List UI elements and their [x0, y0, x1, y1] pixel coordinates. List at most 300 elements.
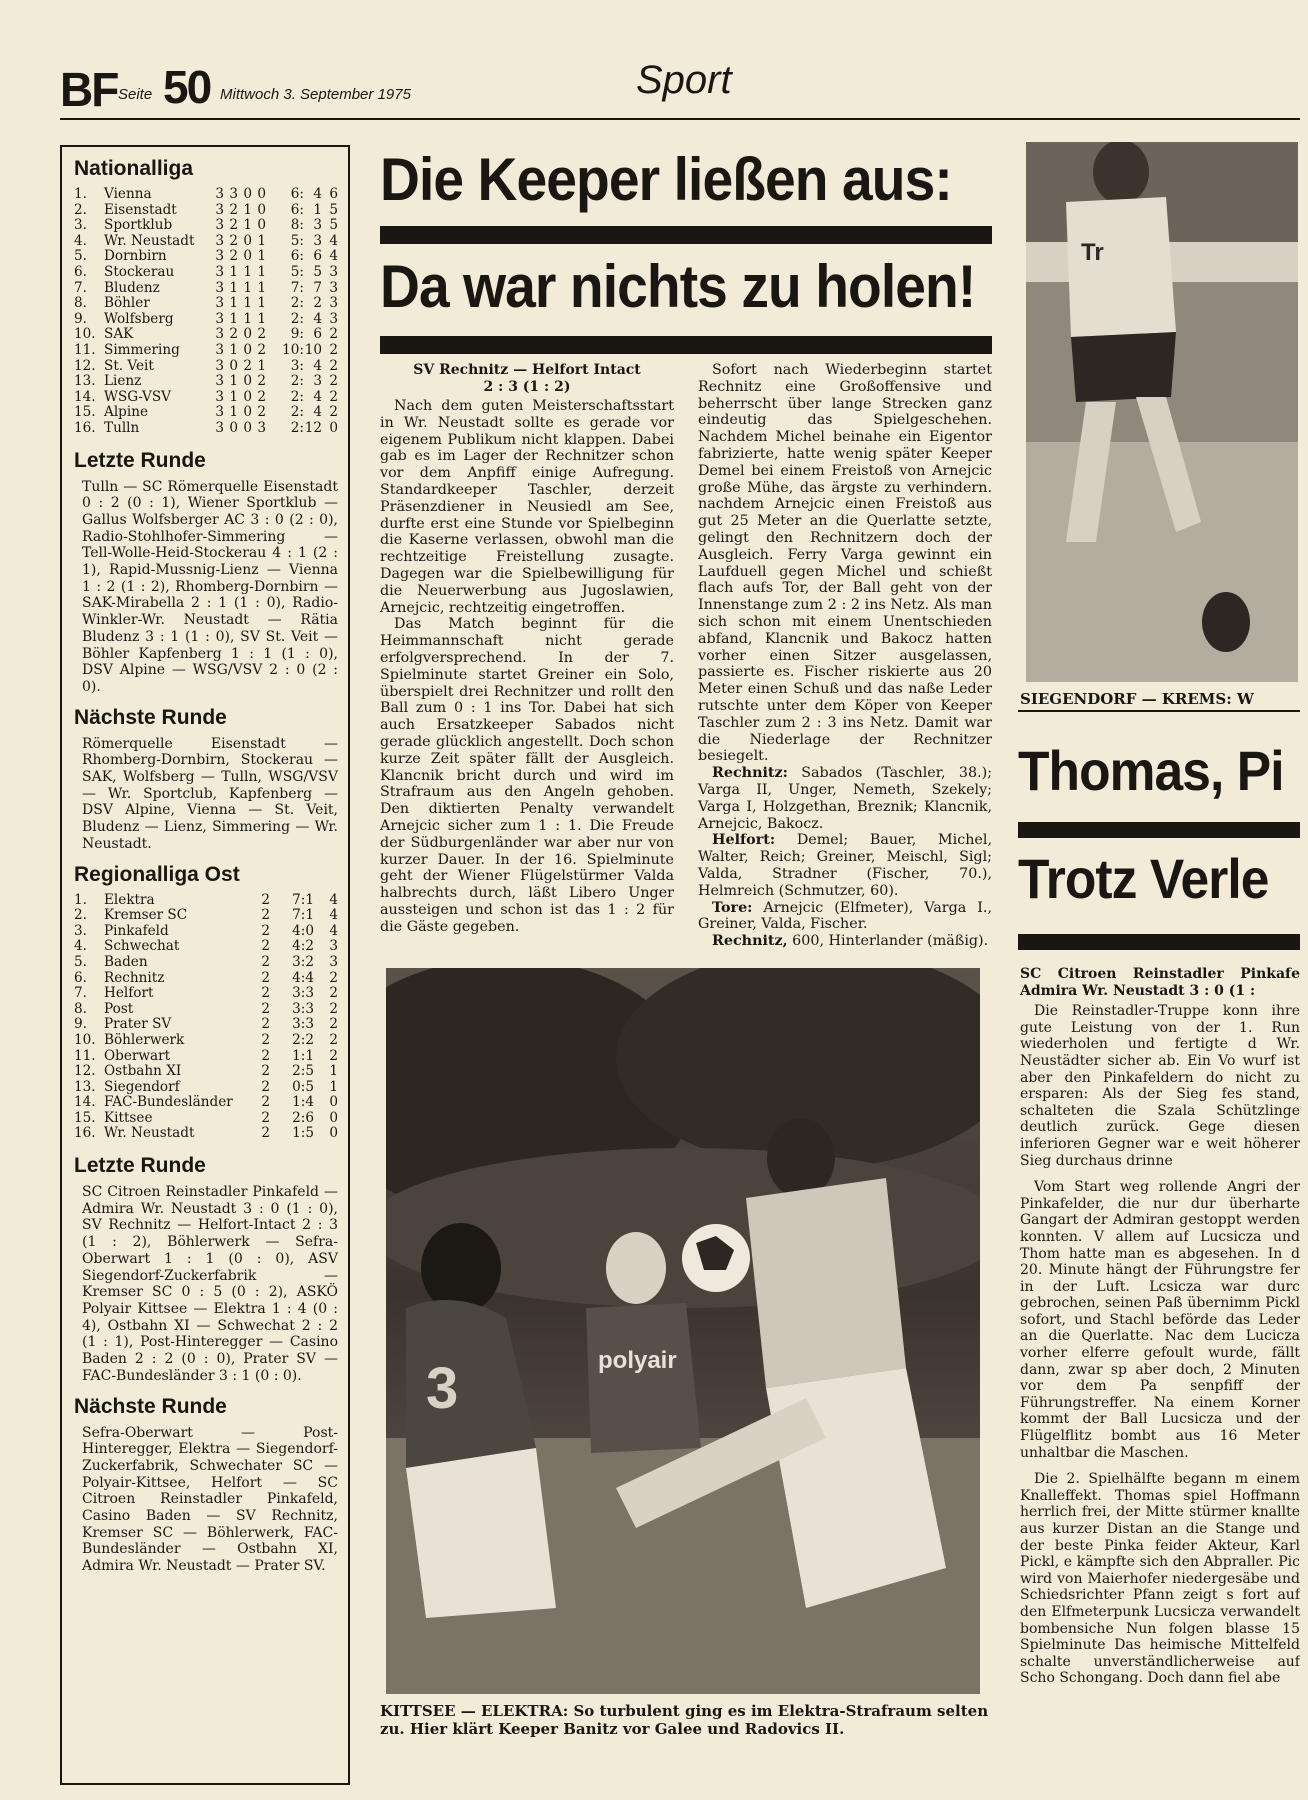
standings-cell: 2	[261, 891, 270, 908]
standings-cell: 2	[261, 969, 270, 986]
standings-cell: 2	[229, 326, 238, 343]
lineup-text: 600, Hinterlander (mäßig).	[792, 933, 989, 950]
standings-cell: St. Veit	[104, 357, 154, 374]
standings-cell: 8:	[290, 217, 304, 234]
standings-cell: 10:	[282, 341, 304, 358]
standings-cell: 1	[229, 341, 238, 358]
naechste-runde-fixtures-2: Sefra-Oberwart — Post-Hinteregger, Elektra — Siegendorf-Zuckerfabrik, Schwechater SC — Polyair-Kittsee, Helfort — SC Citroen Reinstadler Pinkafeld, Casino Baden — SV Rechnitz, Kremser SC — Böhlerwerk, FAC-Bundesländer — Ostbahn XI, Admira Wr. Neustadt — Prater SV.	[82, 1424, 338, 1575]
standings-cell: 1:4	[292, 1094, 314, 1111]
standings-cell: 0	[229, 419, 238, 436]
letzte-runde-results-2: SC Citroen Reinstadler Pinkafeld — Admira Wr. Neustadt 3 : 0 (1 : 0), SV Rechnitz — Helfort-Intact 2 : 3 (1 : 2), Böhlerwerk — Sefra-Oberwart 1 : 1 (0 : 0), ASV Siegendorf-Zuckerfabrik — Kremser SC 0 : 5 (0 : 2), ASKÖ Polyair Kittsee — Elektra 1 : 4 (0 : 4), Ostbahn XI — Schwechat 2 : 2 (1 : 1), Post-Hinteregger — Casino Baden 2 : 2 (0 : 0), Prater SV — FAC-Bundesländer 3 : 1 (0 : 0).	[82, 1184, 338, 1384]
standings-cell: Prater SV	[104, 1016, 172, 1033]
standings-cell: 4	[329, 248, 338, 265]
standings-cell: 10.	[74, 1031, 96, 1048]
standings-cell: Elektra	[104, 891, 155, 908]
standings-cell: 0	[329, 1094, 338, 1111]
standings-cell: 1	[229, 404, 238, 421]
standings-cell: 2	[329, 341, 338, 358]
standings-cell: 1	[257, 263, 266, 280]
standings-cell: 2	[329, 326, 338, 343]
standings-cell: 2	[261, 1000, 270, 1017]
lineup-label: Rechnitz:	[712, 765, 788, 782]
jersey-sponsor: polyair	[598, 1347, 677, 1374]
standings-cell: 1	[257, 232, 266, 249]
standings-cell: 3.	[74, 217, 87, 234]
section-title: Sport	[636, 58, 732, 102]
standings-cell: 0	[243, 388, 252, 405]
standings-cell: 3	[329, 295, 338, 312]
standings-cell: 3	[329, 279, 338, 296]
standings-row	[74, 187, 338, 203]
standings-cell: 2	[313, 295, 322, 312]
standings-cell: 2.	[74, 907, 87, 924]
standings-cell: Rechnitz	[104, 969, 165, 986]
standings-cell: 2	[261, 938, 270, 955]
standings-cell: 6.	[74, 969, 87, 986]
standings-cell: 2	[329, 357, 338, 374]
right-headline-1: Thomas, Pi	[1018, 739, 1284, 802]
standings-cell: 2	[261, 1047, 270, 1064]
standings-cell: 2:5	[292, 1063, 314, 1080]
standings-cell: 2	[261, 1063, 270, 1080]
standings-cell: 11.	[74, 341, 96, 358]
standings-cell: 1	[257, 295, 266, 312]
standings-cell: 4	[313, 357, 322, 374]
standings-cell: 4	[329, 907, 338, 924]
standings-cell: 1	[329, 1078, 338, 1095]
naechste-runde-heading-2: Nächste Runde	[74, 1394, 227, 1418]
standings-cell: Kremser SC	[104, 907, 188, 924]
standings-row	[74, 1033, 338, 1049]
standings-cell: 3	[329, 263, 338, 280]
standings-cell: 1	[229, 310, 238, 327]
standings-row	[74, 374, 338, 390]
standings-cell: 2	[229, 232, 238, 249]
standings-cell: 1	[257, 357, 266, 374]
standings-cell: 2	[257, 404, 266, 421]
standings-cell: 13.	[74, 373, 96, 390]
standings-row	[74, 955, 338, 971]
standings-row	[74, 234, 338, 250]
right-headline-bar-2	[1018, 934, 1300, 950]
lineup-attendance	[698, 933, 992, 950]
standings-cell: 1	[229, 295, 238, 312]
standings-cell: 0	[243, 326, 252, 343]
standings-cell: 5.	[74, 953, 87, 970]
standings-cell: Helfort	[104, 985, 154, 1002]
standings-cell: 5	[313, 263, 322, 280]
right-paragraph: Die 2. Spielhälfte begann m einem Knalleffekt. Thomas spiel Hoffmann herrlich frei, der Mitte stürmer knallte aus kurzer Distan an die Stange und der beste Pinka feider Akteur, Karl Pickl, e kämpfte sich den Abpraller. Pic wird von Maierhofer niedergesäbe und Schiedsrichter Pfann zeigt s fort auf den Elfmeterpunk Lucsicza verwandelt bombensiche Nun folgen blasse 15 Spielminute Das heimische Mittelfeld schalte unverständlicherweise auf Scho Schongang. Doch dann fiel abe	[1020, 1471, 1300, 1687]
lineup-label: Rechnitz,	[712, 933, 788, 950]
standings-cell: 1.	[74, 186, 87, 202]
standings-cell: 16.	[74, 1125, 96, 1142]
standings-cell: 0	[243, 404, 252, 421]
right-paragraph: Vom Start weg rollende Angri der Pinkafelder, die nur dur überharte Gangart der Admiran gestoppt werden konnten. V allem auf Lucsicza und Thom hatte man es abgesehen. In d 20. Minute hängt der Führungstre fer in der Luft. Lcsicza war durc gebrochen, seinen Paß übernimm Pickl sofort, und Stachl beförde das Leder an die Querlatte. Nac dem Lucicza vorher elferre gefoult wurde, fällt dann, zwar sp aber doch, 2 Minuten vor dem Pa senpfiff der Führungstreffer. Na einem Korner kommt der Ball Lucsicza und der Flügelflitz bombt aus 16 Meter unhaltbar die Maschen.	[1020, 1179, 1300, 1461]
standings-cell: 3	[215, 326, 224, 343]
standings-cell: 1	[229, 263, 238, 280]
standings-row	[74, 1111, 338, 1127]
standings-cell: 1:5	[292, 1125, 314, 1142]
article-column-2	[698, 362, 992, 950]
standings-cell: 2	[257, 373, 266, 390]
match-photo	[386, 968, 980, 1694]
standings-cell: 0	[257, 217, 266, 234]
standings-cell: 4	[313, 310, 322, 327]
lineup-label: Helfort:	[712, 832, 776, 849]
standings-cell: 7.	[74, 985, 87, 1002]
standings-cell: 1	[243, 263, 252, 280]
standings-cell: Baden	[104, 953, 148, 970]
standings-cell: 13.	[74, 1078, 96, 1095]
newspaper-logo: BF	[60, 61, 118, 117]
standings-cell: 1	[243, 201, 252, 218]
standings-cell: 4	[313, 388, 322, 405]
standings-row	[74, 1017, 338, 1033]
standings-cell: 1.	[74, 891, 87, 908]
standings-cell: 2	[329, 1000, 338, 1017]
standings-cell: 5	[329, 217, 338, 234]
lineup-label: Tore:	[712, 899, 753, 916]
article-paragraph: Das Match beginnt für die Heimmannschaft nicht gerade erfolgversprechend. In der 7. Spielminute startet Greiner ein Solo, überspielt drei Rechnitzer und rollt den Ball zum 0 : 1 ins Tor. Dabei hat sich auch Ersatzkeeper Sabados nicht gerade glücklich angestellt. Doch schon kurze Zeit später fällt der Ausgleich. Klancnik bricht durch und wird im Strafraum aus den Angeln gehoben. Den diktierten Penalty verwandelt Arnejcic sicher zum 1 : 1. Die Freude der Südburgenländer war aber nur von kurzer Dauer. In der 16. Spielminute geht der Wiener Flügelstürmer Valda halbrechts durch, läßt Libero Unger aussteigen und schon ist das 1 : 2 für die Gäste gegeben.	[380, 616, 674, 935]
standings-cell: 2.	[74, 201, 87, 218]
standings-cell: 1	[329, 1063, 338, 1080]
standings-cell: 2	[329, 404, 338, 421]
standings-cell: FAC-Bundesländer	[104, 1094, 233, 1111]
standings-cell: 0	[243, 419, 252, 436]
standings-cell: 4:2	[292, 938, 314, 955]
standings-cell: 3	[215, 232, 224, 249]
standings-cell: Oberwart	[104, 1047, 171, 1064]
lineup-tore	[698, 900, 992, 934]
right-photo	[1026, 142, 1298, 682]
standings-row	[74, 971, 338, 987]
standings-cell: 2	[261, 1078, 270, 1095]
league-sidebar	[60, 145, 350, 1785]
standings-cell: 2:	[290, 373, 304, 390]
standings-cell: 2	[261, 953, 270, 970]
standings-row	[74, 405, 338, 421]
standings-cell: 2:	[290, 419, 304, 436]
standings-cell: WSG-VSV	[104, 388, 171, 405]
standings-cell: 0	[229, 357, 238, 374]
standings-cell: 2	[261, 907, 270, 924]
standings-cell: Schwechat	[104, 938, 180, 955]
standings-cell: 3	[313, 217, 322, 234]
standings-cell: 3	[215, 279, 224, 296]
standings-cell: Ostbahn XI	[104, 1063, 182, 1080]
main-headline-1: Die Keeper ließen aus:	[380, 146, 952, 213]
lineup-text: Demel; Bauer, Michel, Walter, Reich; Greiner, Meischl, Sigl; Valda, Stradner (Fischer, 70.), Helmreich (Schmutzer, 60).	[698, 832, 992, 899]
letzte-runde-heading-2: Letzte Runde	[74, 1154, 206, 1178]
standings-cell: 2	[329, 985, 338, 1002]
standings-cell: 8.	[74, 1000, 87, 1017]
standings-cell: 8.	[74, 295, 87, 312]
standings-cell: Pinkafeld	[104, 922, 169, 939]
photo-caption: KITTSEE — ELEKTRA: So turbulent ging es im Elektra-Strafraum selten zu. Hier klärt Keeper Banitz vor Galee und Radovics II.	[380, 1702, 989, 1738]
standings-cell: 6	[313, 326, 322, 343]
standings-row	[74, 296, 338, 312]
standings-cell: 6:	[290, 201, 304, 218]
standings-row	[74, 281, 338, 297]
standings-cell: 3	[215, 248, 224, 265]
standings-cell: 2:	[290, 404, 304, 421]
standings-cell: 1:1	[292, 1047, 314, 1064]
standings-cell: 9.	[74, 310, 87, 327]
right-headline-2: Trotz Verle	[1018, 847, 1269, 910]
standings-cell: 0:5	[292, 1078, 314, 1095]
standings-cell: 1	[313, 201, 322, 218]
standings-cell: 3	[329, 310, 338, 327]
headline-bar-1	[380, 226, 992, 244]
standings-cell: 4.	[74, 232, 87, 249]
standings-cell: 2	[261, 1016, 270, 1033]
standings-cell: 1	[229, 388, 238, 405]
standings-cell: 2	[257, 326, 266, 343]
standings-cell: 2	[261, 922, 270, 939]
standings-row	[74, 1095, 338, 1111]
standings-cell: 2	[229, 217, 238, 234]
letzte-runde-heading-1: Letzte Runde	[74, 448, 206, 472]
standings-row	[74, 312, 338, 328]
standings-cell: 5.	[74, 248, 87, 265]
standings-cell: 1	[243, 279, 252, 296]
standings-cell: 3	[313, 232, 322, 249]
standings-cell: 1	[257, 279, 266, 296]
right-headline-bar-1	[1018, 822, 1300, 838]
standings-cell: 9.	[74, 1016, 87, 1033]
standings-cell: 3:3	[292, 1016, 314, 1033]
standings-cell: 3	[215, 201, 224, 218]
lineup-text: Sabados (Taschler, 38.); Varga II, Unger, Nemeth, Szekely; Varga I, Holzgethan, Breznik; Klancnik, Arnejcic, Bakocz.	[698, 765, 993, 832]
standings-cell: 7:1	[292, 907, 314, 924]
standings-cell: 0	[257, 186, 266, 202]
standings-cell: 3	[257, 419, 266, 436]
match-title: SV Rechnitz — Helfort Intact	[413, 362, 641, 378]
standings-cell: 3	[215, 186, 224, 202]
standings-row	[74, 327, 338, 343]
standings-row	[74, 924, 338, 940]
standings-row	[74, 218, 338, 234]
standings-cell: 0	[329, 419, 338, 436]
standings-cell: 3	[215, 295, 224, 312]
standings-cell: 4	[329, 922, 338, 939]
standings-row	[74, 265, 338, 281]
right-rule	[1018, 710, 1300, 712]
masthead-rule	[60, 118, 1300, 120]
regionalliga-heading: Regionalliga Ost	[74, 862, 240, 886]
lineup-helfort	[698, 832, 992, 899]
standings-cell: SAK	[104, 326, 134, 343]
standings-cell: Tulln	[104, 419, 140, 436]
standings-cell: 3	[215, 310, 224, 327]
standings-cell: 0	[243, 373, 252, 390]
standings-cell: 3	[229, 186, 238, 202]
standings-row	[74, 893, 338, 909]
shirt-lettering: Tr	[1081, 239, 1104, 266]
standings-cell: 1	[243, 217, 252, 234]
standings-cell: 0	[243, 248, 252, 265]
standings-cell: 2	[261, 1094, 270, 1111]
standings-cell: 0	[329, 1125, 338, 1142]
article-paragraph: Sofort nach Wiederbeginn startet Rechnitz eine Großoffensive und beherrscht über lange Strecken ganz eindeutig das Spielgeschehen. Nachdem Michel beinahe ein Eigentor fabrizierte, hatte wenig später Keeper Demel bei einem Freistoß von Arnejcic große Mühe, das ärgste zu verhindern. nachdem Arnejcic einen Freistoß aus gut 25 Meter an die Querlatte setzte, gelingt den Rechnitzern doch der Ausgleich. Ferry Varga gewinnt ein Laufduell gegen Michel und schießt flach aufs Tor, der Ball geht von der Innenstange zum 2 : 2 ins Netz. Als man sich schon mit einem Unentschieden abfand, Klancnik und Bakocz hatten vorher einen Sitzer ausgelassen, passierte es. Fischer riskierte aus 20 Meter einen Schuß und das naße Leder rutschte unter dem Köper von Keeper Taschler zum 2 : 3 ins Netz. Damit war die Niederlage der Rechnitzer besiegelt.	[698, 362, 992, 765]
standings-row	[74, 359, 338, 375]
standings-cell: 2	[257, 341, 266, 358]
standings-row	[74, 249, 338, 265]
jersey-number: 3	[426, 1356, 459, 1421]
standings-cell: 10	[304, 341, 322, 358]
standings-cell: 3	[215, 373, 224, 390]
standings-cell: 2	[329, 388, 338, 405]
standings-cell: 3	[215, 388, 224, 405]
standings-cell: 2:	[290, 388, 304, 405]
standings-cell: Böhlerwerk	[104, 1031, 185, 1048]
regionalliga-table	[74, 893, 338, 1143]
lineup-text: Arnejcic (Elfmeter), Varga I., Greiner, Valda, Fischer.	[698, 899, 992, 933]
standings-cell: 2	[329, 1016, 338, 1033]
standings-row	[74, 939, 338, 955]
standings-cell: 12.	[74, 1063, 96, 1080]
right-subtitle: SC Citroen Reinstadler Pinkafe Admira Wr. Neustadt 3 : 0 (1 :	[1020, 966, 1300, 999]
standings-cell: 2	[329, 969, 338, 986]
standings-cell: 3:	[290, 357, 304, 374]
nationalliga-heading: Nationalliga	[74, 157, 194, 180]
standings-cell: 1	[243, 310, 252, 327]
standings-cell: 2	[329, 373, 338, 390]
nationalliga-table	[74, 187, 338, 437]
page-number: 50	[163, 61, 211, 113]
standings-cell: 5:	[290, 263, 304, 280]
standings-cell: 2	[229, 248, 238, 265]
standings-cell: 2:2	[292, 1031, 314, 1048]
standings-cell: 14.	[74, 388, 96, 405]
standings-cell: 12.	[74, 357, 96, 374]
standings-cell: Post	[104, 1000, 134, 1017]
standings-cell: 4.	[74, 938, 87, 955]
standings-cell: 0	[243, 232, 252, 249]
match-score: 2 : 3 (1 : 2)	[483, 379, 571, 395]
standings-row	[74, 908, 338, 924]
issue-date: Mittwoch 3. September 1975	[220, 86, 411, 103]
page-label: Seite	[118, 86, 153, 103]
standings-cell: 10.	[74, 326, 96, 343]
standings-cell: 3	[215, 341, 224, 358]
standings-row	[74, 1064, 338, 1080]
standings-cell: 1	[243, 295, 252, 312]
standings-cell: 2:	[290, 310, 304, 327]
standings-cell: 3	[329, 953, 338, 970]
standings-cell: Eisenstadt	[104, 201, 177, 218]
standings-row	[74, 1049, 338, 1065]
standings-cell: 2	[261, 985, 270, 1002]
naechste-runde-fixtures-1: Römerquelle Eisenstadt — Rhomberg-Dornbirn, Stockerau — SAK, Wolfsberg — Tulln, WSG/VSV — Wr. Sportclub, Kapfenberg — DSV Alpine, Vienna — St. Veit, Bludenz — Lienz, Simmering — Wr. Neustadt.	[82, 735, 338, 852]
standings-cell: 6	[329, 186, 338, 202]
standings-cell: 15.	[74, 1109, 96, 1126]
standings-cell: Siegendorf	[104, 1078, 180, 1095]
standings-cell: 3	[215, 217, 224, 234]
standings-cell: 3:3	[292, 985, 314, 1002]
standings-cell: Lienz	[104, 373, 142, 390]
right-paragraph: Die Reinstadler-Truppe konn ihre gute Leistung von der 1. Run wiederholen und fertigte d Wr. Neustädter sicher ab. Ein Vo wurf ist aber den Pinkafeldern do nicht zu ersparen: Als der Sieg fes stand, schalteten die Szala Schützlinge deutlich zurück. Gege diesen inferioren Gegner war e weit höherer Sieg durchaus drinne	[1020, 1003, 1300, 1169]
standings-row	[74, 1002, 338, 1018]
standings-cell: 11.	[74, 1047, 96, 1064]
standings-row	[74, 421, 338, 437]
standings-cell: 6:	[290, 248, 304, 265]
standings-cell: 3:2	[292, 953, 314, 970]
standings-cell: 2	[261, 1031, 270, 1048]
standings-cell: 2:	[290, 295, 304, 312]
standings-cell: 7.	[74, 279, 87, 296]
standings-cell: 7:	[290, 279, 304, 296]
standings-cell: 2	[261, 1109, 270, 1126]
standings-cell: Alpine	[104, 404, 149, 421]
standings-cell: 2	[261, 1125, 270, 1142]
standings-cell: Sportklub	[104, 217, 173, 234]
standings-cell: 4	[313, 404, 322, 421]
article-paragraph: Nach dem guten Meisterschaftsstart in Wr. Neustadt sollte es gerade vor eigenem Publikum nicht klappen. Dabei gab es im Lager der Rechnitzer schon vor dem Anpfiff einige Aufregung. Standardkeeper Taschler, derzeit Präsenzdiener in Neusiedl am See, durfte erst eine Stunde vor Spielbeginn die Kaserne verlassen, obwohl man die rechtzeitige Freistellung zusagte. Dagegen war die Spielbewilligung für die Neuerwerbung aus Jugoslawien, Arnejcic, rechtzeitig eingetroffen.	[380, 398, 674, 616]
standings-cell: 0	[243, 341, 252, 358]
standings-cell: 3	[329, 938, 338, 955]
standings-cell: 16.	[74, 419, 96, 436]
main-headline-2: Da war nichts zu holen!	[380, 253, 976, 320]
standings-cell: 3	[215, 357, 224, 374]
standings-cell: 1	[229, 373, 238, 390]
naechste-runde-heading-1: Nächste Runde	[74, 705, 227, 729]
standings-cell: 9:	[290, 326, 304, 343]
standings-cell: 4	[329, 891, 338, 908]
standings-cell: 6.	[74, 263, 87, 280]
standings-row	[74, 343, 338, 359]
standings-cell: 7:1	[292, 891, 314, 908]
standings-cell: 2	[229, 201, 238, 218]
headline-bar-2	[380, 336, 992, 354]
standings-cell: 1	[257, 248, 266, 265]
right-kicker: SIEGENDORF — KREMS: W	[1020, 690, 1254, 708]
standings-cell: Wr. Neustadt	[104, 232, 195, 249]
standings-row	[74, 986, 338, 1002]
standings-cell: 6:	[290, 186, 304, 202]
lineup-rechnitz	[698, 765, 992, 832]
standings-row	[74, 1126, 338, 1142]
standings-cell: 2	[243, 357, 252, 374]
standings-cell: 6	[313, 248, 322, 265]
standings-cell: Simmering	[104, 341, 180, 358]
standings-cell: 2:6	[292, 1109, 314, 1126]
standings-cell: 0	[243, 186, 252, 202]
standings-cell: 5:	[290, 232, 304, 249]
standings-cell: 3:3	[292, 1000, 314, 1017]
standings-cell: 15.	[74, 404, 96, 421]
standings-cell: 1	[257, 310, 266, 327]
standings-row	[74, 390, 338, 406]
standings-cell: 0	[329, 1109, 338, 1126]
standings-row	[74, 203, 338, 219]
standings-cell: 4	[329, 232, 338, 249]
standings-cell: Böhler	[104, 295, 150, 312]
standings-cell: 3	[215, 263, 224, 280]
standings-cell: Vienna	[104, 186, 152, 202]
standings-cell: 4:4	[292, 969, 314, 986]
standings-cell: 7	[313, 279, 322, 296]
standings-cell: 2	[329, 1047, 338, 1064]
standings-cell: Stockerau	[104, 263, 175, 280]
standings-cell: 4:0	[292, 922, 314, 939]
standings-row	[74, 1080, 338, 1096]
standings-cell: Bludenz	[104, 279, 160, 296]
article-column-1	[380, 362, 674, 936]
standings-cell: Wr. Neustadt	[104, 1125, 195, 1142]
standings-cell: 3	[215, 404, 224, 421]
standings-cell: Kittsee	[104, 1109, 153, 1126]
